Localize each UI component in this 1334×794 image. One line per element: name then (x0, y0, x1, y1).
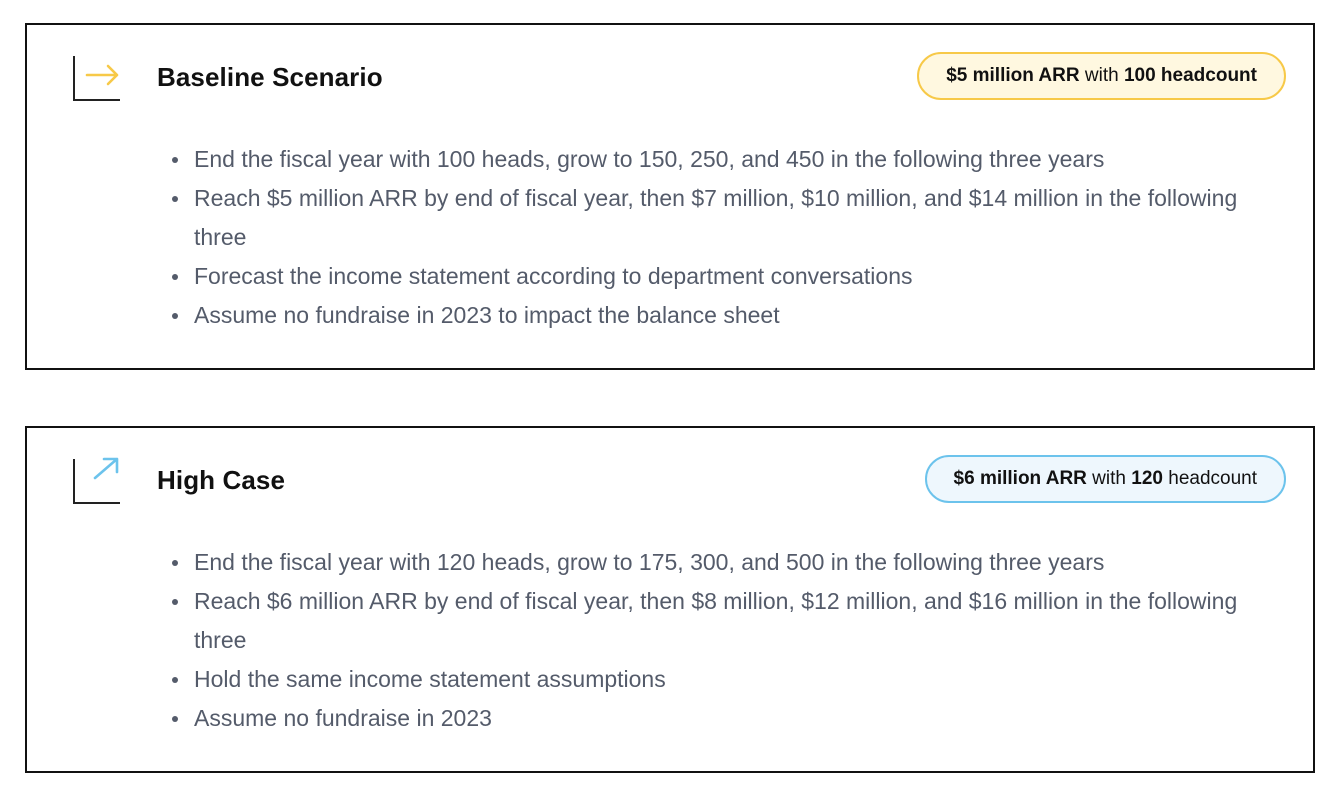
badge-headcount-number: 100 (1123, 65, 1156, 86)
scenario-title: High Case (157, 465, 286, 495)
list-item: Assume no fundraise in 2023 (172, 699, 1282, 738)
badge-headcount-number: 120 (1131, 468, 1163, 489)
badge-arr: $6 million ARR (953, 468, 1087, 489)
scenario-title: Baseline Scenario (157, 62, 383, 92)
scenario-card-baseline (25, 23, 1315, 370)
list-item: End the fiscal year with 120 heads, grow to 175, 300, and 500 in the following three years (172, 543, 1282, 582)
list-item: Reach $6 million ARR by end of fiscal year, then $8 million, $12 million, and $16 million in the following three (172, 582, 1282, 660)
list-item: Forecast the income statement according to department conversations (172, 257, 1282, 296)
scenario-bullet-list (172, 543, 1282, 738)
list-item: Assume no fundraise in 2023 to impact the balance sheet (172, 296, 1282, 335)
badge-headcount-word: headcount (1162, 468, 1257, 489)
badge-headcount-word: headcount (1155, 65, 1257, 86)
scenario-card-high (25, 426, 1315, 773)
scenario-bullet-list (172, 140, 1282, 335)
scenario-badge (925, 455, 1286, 503)
badge-arr: $5 million ARR (946, 65, 1080, 86)
scenario-badge (917, 52, 1286, 100)
arrow-right-icon (71, 53, 121, 103)
list-item: Hold the same income statement assumptions (172, 660, 1282, 699)
arrow-up-right-icon (71, 456, 121, 506)
badge-with: with (1086, 468, 1132, 489)
badge-with: with (1079, 65, 1124, 86)
list-item: End the fiscal year with 100 heads, grow to 150, 250, and 450 in the following three years (172, 140, 1282, 179)
list-item: Reach $5 million ARR by end of fiscal year, then $7 million, $10 million, and $14 million in the following three (172, 179, 1282, 257)
